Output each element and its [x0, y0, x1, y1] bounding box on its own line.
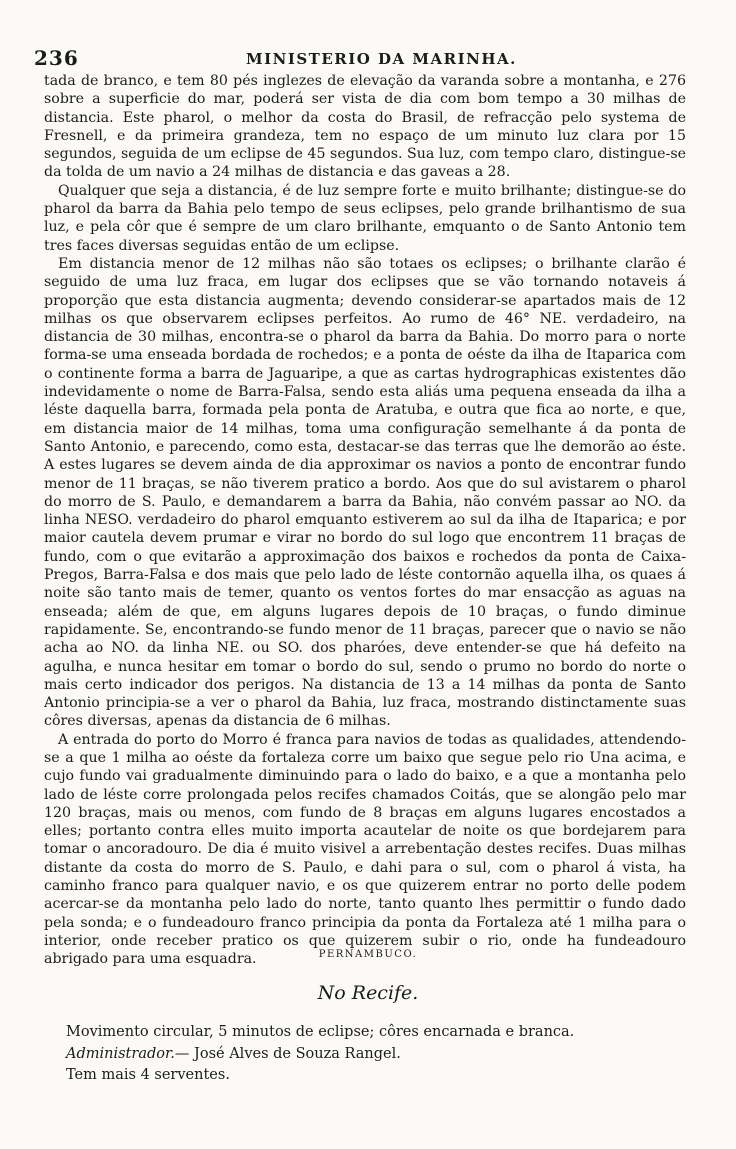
paragraph-4: A entrada do porto do Morro é franca para navios de todas as qualidades, attendendo-se a que 1 milha ao oéste da fortaleza corre um baixo que segue pelo rio Una acima, e cujo fundo vai gradualmente diminuindo para o lado do baixo, e a que a montanha pelo lado de léste corre prolongada pelos recifes chamados Coitás, que se alongão pelo mar 120 braças, mais ou menos, com fundo de 8 braças em alguns lugares encostados a elles; portanto contra elles muito importa acautelar de noite os que bordejarem para tomar o ancoradouro. De dia é muito visivel a arrebentação destes recifes. Duas milhas distante da costa do morro de S. Paulo, e dahi para o sul, com o pharol á vista, ha caminho franco para qualquer navio, e os que quizerem entrar no porto delle podem acercar-se da montanha pelo lado do norte, tanto quanto lhes permittir o fundo dado pela sonda; e o fundeadouro franco principia da ponta da Fortaleza até 1 milha para o interior, onde receber pratico os que quizerem subir o rio, onde ha fundeadouro abrigado para uma esquadra.: [44, 731, 686, 968]
administrator-line: [66, 1045, 401, 1063]
administrator-role: Administrador.: [66, 1046, 175, 1062]
page-number: 236: [34, 46, 79, 70]
page-header: [34, 46, 690, 70]
administrator-name: — José Alves de Souza Rangel.: [174, 1046, 401, 1062]
servants-line: Tem mais 4 serventes.: [66, 1067, 230, 1083]
section-subheading: No Recife.: [317, 982, 419, 1004]
paragraph-1: tada de branco, e tem 80 pés inglezes de elevação da varanda sobre a montanha, e 276 sobre a superficie do mar, poderá ser vista de dia com bom tempo a 30 milhas de distancia. Este pharol, o melhor da costa do Brasil, de refracção pelo systema de Fresnell, e da primeira grandeza, tem no espaço de um minuto luz clara por 15 segundos, seguida de um eclipse de 45 segundos. Sua luz, com tempo claro, distingue-se da tolda de um navio a 24 milhas de distancia e das gaveas a 28.: [44, 73, 686, 181]
paragraph-2: Qualquer que seja a distancia, é de luz sempre forte e muito brilhante; distingue-se do pharol da barra da Bahia pelo tempo de seus eclipses, pelo grande brilhantismo de sua luz, e pela côr que é sempre de um claro brilhante, emquanto o de Santo Antonio tem tres faces diversas seguidas então de um eclipse.: [44, 182, 686, 254]
movement-line: Movimento circular, 5 minutos de eclipse; côres encarnada e branca.: [66, 1024, 575, 1040]
body-text: [44, 72, 686, 969]
section-heading: PERNAMBUCO.: [318, 949, 418, 960]
running-title: MINISTERIO DA MARINHA.: [246, 50, 517, 68]
paragraph-3: Em distancia menor de 12 milhas não são totaes os eclipses; o brilhante clarão é seguido de uma luz fraca, em lugar dos eclipses que se vão tornando notaveis á proporção que esta distancia augmenta; devendo considerar-se apartados mais de 12 milhas os que observarem eclipses perfeitos. Ao rumo de 46° NE. verdadeiro, na distancia de 30 milhas, encontra-se o pharol da barra da Bahia. Do morro para o norte forma-se uma enseada bordada de rochedos; e a ponta de oéste da ilha de Itaparica com o continente forma a barra de Jaguaripe, a que as cartas hydrographicas existentes dão indevidamente o nome de Barra-Falsa, sendo esta aliás uma pequena enseada da ilha a léste daquella barra, formada pela ponta de Aratuba, e outra que fica ao norte, e que, em distancia maior de 14 milhas, toma uma configuração semelhante á da ponta de Santo Antonio, e parecendo, como esta, destacar-se das terras que lhe demorão ao éste. A estes lugares se devem ainda de dia approximar os navios a ponto de encontrar fundo menor de 11 braças, se não tiverem pratico a bordo. Aos que do sul avistarem o pharol do morro de S. Paulo, e demandarem a barra da Bahia, não convém passar ao NO. da linha NESO. verdadeiro do pharol emquanto estiverem ao sul da ilha de Itaparica; e por maior cautela devem prumar e virar no bordo do sul logo que encontrem 11 braças de fundo, com o que evitarão a approximação dos baixos e rochedos da ponta de Caixa-Pregos, Barra-Falsa e dos mais que pelo lado de léste contornão aquella ilha, os quaes á noite são tanto mais de temer, quanto os ventos fortes do mar ensacção as aguas na enseada; além de que, em alguns lugares depois de 10 braças, o fundo diminue rapidamente. Se, encontrando-se fundo menor de 11 braças, parecer que o navio se não acha ao NO. da linha NE. ou SO. dos pharóes, deve entender-se que há defeito na agulha, e nunca hesitar em tomar o bordo do sul, sendo o prumo no bordo do norte o mais certo indicador dos perigos. Na distancia de 13 a 14 milhas da ponta de Santo Antonio principia-se a ver o pharol da Bahia, luz fraca, mostrando distinctamente suas côres diversas, apenas da distancia de 6 milhas.: [44, 255, 686, 730]
